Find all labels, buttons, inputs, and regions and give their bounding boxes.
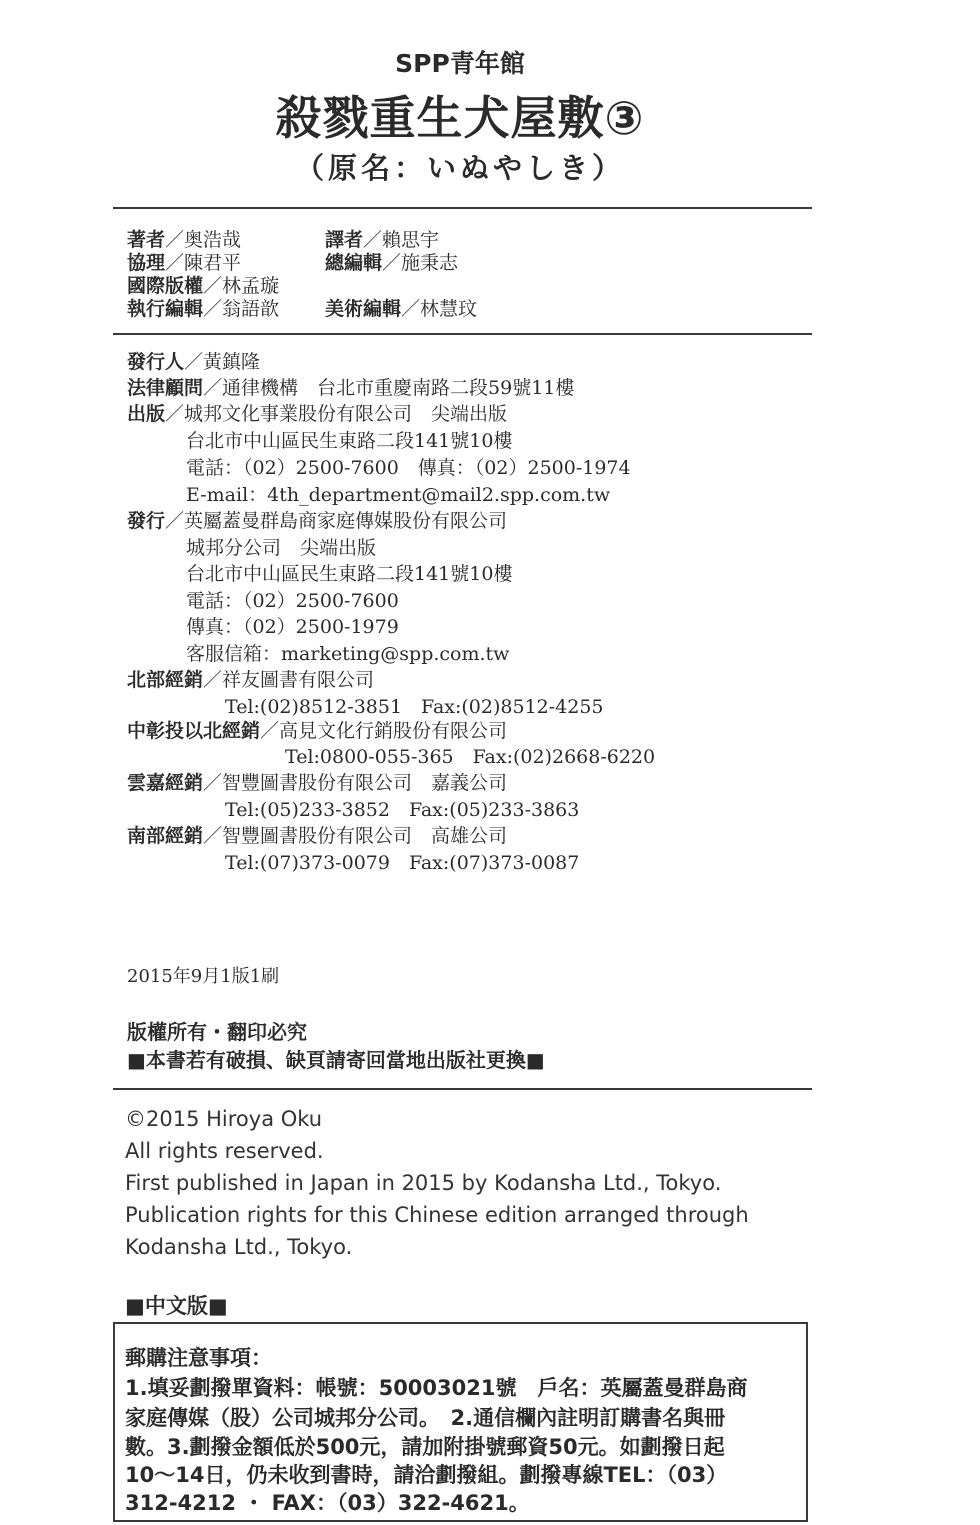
notice-line: 312-4212 ・ FAX：（03）322-4621。 — [125, 1491, 530, 1515]
info-value: 城邦文化事業股份有限公司 尖端出版 — [184, 403, 508, 425]
divider-rights — [113, 1088, 812, 1090]
copyright-line: First published in Japan in 2015 by Kodansha Ltd., Tokyo. — [125, 1171, 722, 1195]
credit-value: 林慧玟 — [420, 298, 478, 320]
notice-line: 數。3.劃撥金額低於500元，請加附掛號郵資50元。如劃撥日起 — [125, 1435, 725, 1459]
distribution-service-email: 客服信箱：marketing@spp.com.tw — [186, 643, 510, 665]
info-value: 高見文化行銷股份有限公司 — [279, 720, 508, 742]
info-value: 黃鎮隆 — [203, 351, 261, 373]
info-value: 通律機構 台北市重慶南路二段59號11樓 — [222, 377, 575, 399]
central-contact: Tel:0800-055-365 Fax:(02)2668-6220 — [285, 746, 656, 768]
copyright-line: ©2015 Hiroya Oku — [125, 1107, 323, 1131]
credit-intl-rights: 國際版權／林孟璇 — [127, 275, 280, 297]
publishing-line: 出版／城邦文化事業股份有限公司 尖端出版 — [127, 403, 508, 425]
info-label: 雲嘉經銷 — [127, 772, 204, 794]
publishing-phone-fax: 電話：（02）2500-7600 傳真：（02）2500-1974 — [186, 457, 631, 479]
series-name: SPP青年館 — [395, 49, 525, 78]
legal-line: 法律顧問／通律機構 台北市重慶南路二段59號11樓 — [127, 377, 575, 399]
info-value: 英屬蓋曼群島商家庭傳媒股份有限公司 — [184, 510, 508, 532]
distribution-line: 發行／英屬蓋曼群島商家庭傳媒股份有限公司 — [127, 510, 508, 532]
credit-label: 總編輯 — [325, 252, 383, 274]
credit-label: 美術編輯 — [325, 298, 402, 320]
central-distributor: 中彰投以北經銷／高見文化行銷股份有限公司 — [127, 720, 508, 742]
divider-credits — [113, 333, 812, 335]
info-label: 北部經銷 — [127, 669, 204, 691]
distribution-fax: 傳真：（02）2500-1979 — [186, 616, 399, 638]
printing-edition: 2015年9月1版1刷 — [127, 966, 280, 987]
info-value: 祥友圖書有限公司 — [222, 669, 375, 691]
mail-order-notice — [113, 1322, 808, 1522]
south-contact: Tel:(07)373-0079 Fax:(07)373-0087 — [225, 852, 580, 874]
notice-heading: 郵購注意事項： — [125, 1346, 272, 1370]
copyright-line: Publication rights for this Chinese edition arranged through — [125, 1203, 749, 1227]
credit-value: 施秉志 — [401, 252, 459, 274]
copyright-line: All rights reserved. — [125, 1139, 324, 1163]
rights-reserved: 版權所有・翻印必究 — [127, 1020, 307, 1044]
info-label: 法律顧問 — [127, 377, 204, 399]
damage-notice: ■本書若有破損、缺頁請寄回當地出版社更換■ — [127, 1048, 545, 1072]
credit-label: 譯者 — [325, 229, 364, 251]
distribution-address: 台北市中山區民生東路二段141號10樓 — [186, 563, 513, 585]
credit-value: 陳君平 — [184, 252, 242, 274]
notice-line: 10～14日，仍未收到書時，請洽劃撥組。劃撥專線TEL：（03） — [125, 1463, 728, 1487]
yunjia-distributor: 雲嘉經銷／智豐圖書股份有限公司 嘉義公司 — [127, 772, 508, 794]
copyright-line: Kodansha Ltd., Tokyo. — [125, 1235, 353, 1259]
notice-line: 家庭傳媒（股）公司城邦分公司。 2.通信欄內註明訂購書名與冊 — [125, 1406, 726, 1430]
credit-value: 奥浩哉 — [184, 229, 242, 251]
credit-art-editor: 美術編輯／林慧玟 — [325, 298, 478, 320]
publishing-address: 台北市中山區民生東路二段141號10樓 — [186, 430, 513, 452]
notice-line: 1.填妥劃撥單資料：帳號：50003021號 戶名：英屬蓋曼群島商 — [125, 1376, 748, 1400]
credit-value: 賴思宇 — [382, 229, 440, 251]
original-title: （原名：いぬやしき） — [294, 151, 625, 185]
distribution-phone: 電話：（02）2500-7600 — [186, 590, 399, 612]
credit-label: 著者 — [127, 229, 166, 251]
south-distributor: 南部經銷／智豐圖書股份有限公司 高雄公司 — [127, 825, 508, 847]
credit-label: 協理 — [127, 252, 166, 274]
credit-value: 翁語歆 — [222, 298, 280, 320]
chinese-edition-label: ■中文版■ — [125, 1294, 228, 1318]
distribution-branch: 城邦分公司 尖端出版 — [186, 537, 377, 559]
divider-top — [113, 207, 812, 209]
credit-assistant: 協理／陳君平 — [127, 252, 242, 274]
info-label: 南部經銷 — [127, 825, 204, 847]
north-distributor: 北部經銷／祥友圖書有限公司 — [127, 669, 375, 691]
credit-label: 國際版權 — [127, 275, 204, 297]
info-label: 中彰投以北經銷 — [127, 720, 261, 742]
info-value: 智豐圖書股份有限公司 高雄公司 — [222, 825, 508, 847]
credit-author: 著者／奥浩哉 — [127, 229, 242, 251]
credit-chief-editor: 總編輯／施秉志 — [325, 252, 459, 274]
info-label: 發行人 — [127, 351, 185, 373]
book-title: 殺戮重生犬屋敷③ — [275, 91, 645, 145]
credit-label: 執行編輯 — [127, 298, 204, 320]
info-value: 智豐圖書股份有限公司 嘉義公司 — [222, 772, 508, 794]
credit-exec-editor: 執行編輯／翁語歆 — [127, 298, 280, 320]
yunjia-contact: Tel:(05)233-3852 Fax:(05)233-3863 — [225, 799, 580, 821]
north-contact: Tel:(02)8512-3851 Fax:(02)8512-4255 — [225, 696, 604, 718]
credit-translator: 譯者／賴思宇 — [325, 229, 440, 251]
info-label: 發行 — [127, 510, 166, 532]
credit-value: 林孟璇 — [222, 275, 280, 297]
publishing-email: E-mail：4th_department@mail2.spp.com.tw — [186, 484, 611, 506]
issuer-line: 發行人／黃鎮隆 — [127, 351, 261, 373]
info-label: 出版 — [127, 403, 166, 425]
